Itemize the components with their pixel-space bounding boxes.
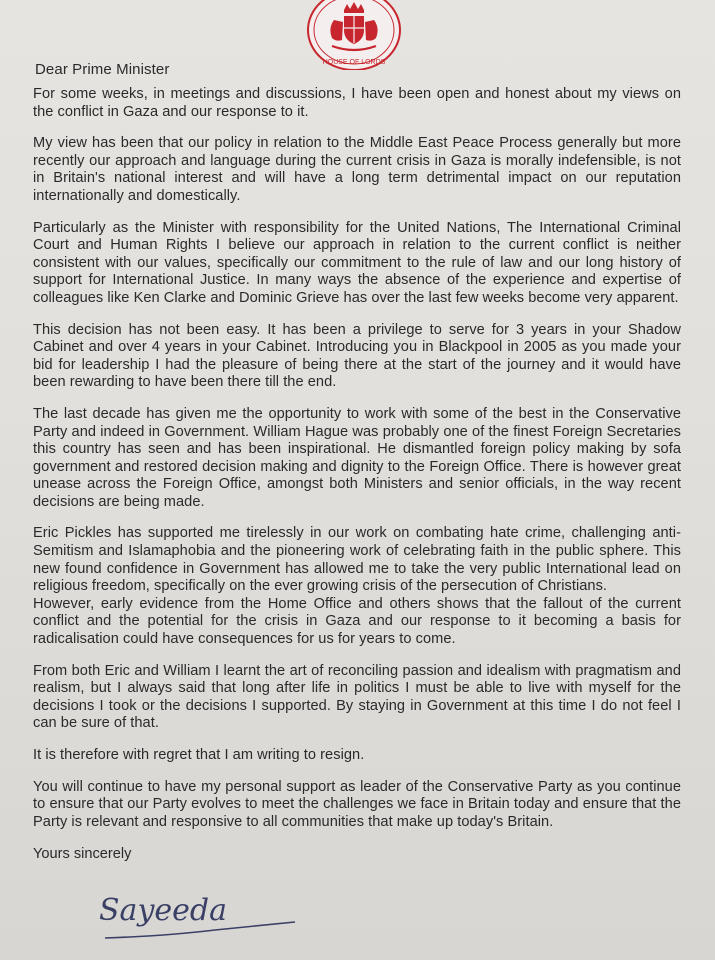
house-of-lords-crest [306, 0, 402, 70]
salutation: Dear Prime Minister [35, 61, 170, 78]
crest-legend: HOUSE OF LORDS [322, 59, 386, 66]
paragraph: However, early evidence from the Home Office and others shows that the fallout of the current conflict and the potential for the crisis in Gaza and our response to it becoming a basis for radicalisation could have consequences for us for years to come. [33, 595, 681, 648]
paragraph: For some weeks, in meetings and discussions, I have been open and honest about my views on the conflict in Gaza and our response to it. [33, 86, 681, 120]
paragraph: Particularly as the Minister with responsibility for the United Nations, The International Criminal Court and Human Rights I believe our approach in relation to the current conflict is neither consistent with our values, specifically our commitment to the rule of law and our long history of support for International Justice. In many ways the absence of the experience and expertise of colleagues like Ken Clarke and Dominic Grieve has over the last few weeks become very apparent. [33, 219, 681, 306]
paragraph: From both Eric and William I learnt the art of reconciling passion and idealism with pragmatism and realism, but I always said that long after life in politics I must be able to live with myself for the decisions I took or the decisions I supported. By staying in Government at this time I do not feel I can be sure of that. [33, 662, 681, 732]
paragraph: This decision has not been easy. It has been a privilege to serve for 3 years in your Shadow Cabinet and over 4 years in your Cabinet. Introducing you in Blackpool in 2005 as you made your bid for leadership I had the pleasure of being there at the start of the journey and it would have been rewarding to have been there till the end. [33, 321, 681, 391]
paragraph: My view has been that our policy in relation to the Middle East Peace Process generally but more recently our approach and language during the current crisis in Gaza is morally indefensible, is not in Britain's national interest and will have a long term detrimental impact on our reputation internationally and domestically. [33, 135, 681, 204]
letter-body [33, 86, 681, 863]
handwritten-signature [95, 880, 305, 960]
paragraph: Eric Pickles has supported me tirelessly in our work on combating hate crime, challenging anti-Semitism and Islamaphobia and the pioneering work of celebrating faith in the public sphere. This new found confidence in Government has allowed me to take the very public International lead on religious freedom, specifically on the ever growing crisis of the persecution of Christians. [33, 525, 681, 595]
closing: Yours sincerely [33, 846, 132, 863]
paragraph: The last decade has given me the opportunity to work with some of the best in the Conservative Party and indeed in Government. William Hague was probably one of the finest Foreign Secretaries this country has seen and has been inspirational. He dismantled foreign policy making by sofa government and restored decision making and dignity to the Foreign Office. There is however great unease across the Foreign Office, amongst both Ministers and senior officials, in the way recent decisions are being made. [33, 405, 681, 510]
signature-text: Sayeeda [99, 893, 227, 928]
paragraph: It is therefore with regret that I am writing to resign. [33, 747, 365, 763]
paragraph: You will continue to have my personal support as leader of the Conservative Party as you continue to ensure that our Party evolves to meet the challenges we face in Britain today and ensure that the Party is relevant and responsive to all communities that make up today's Britain. [33, 778, 681, 830]
